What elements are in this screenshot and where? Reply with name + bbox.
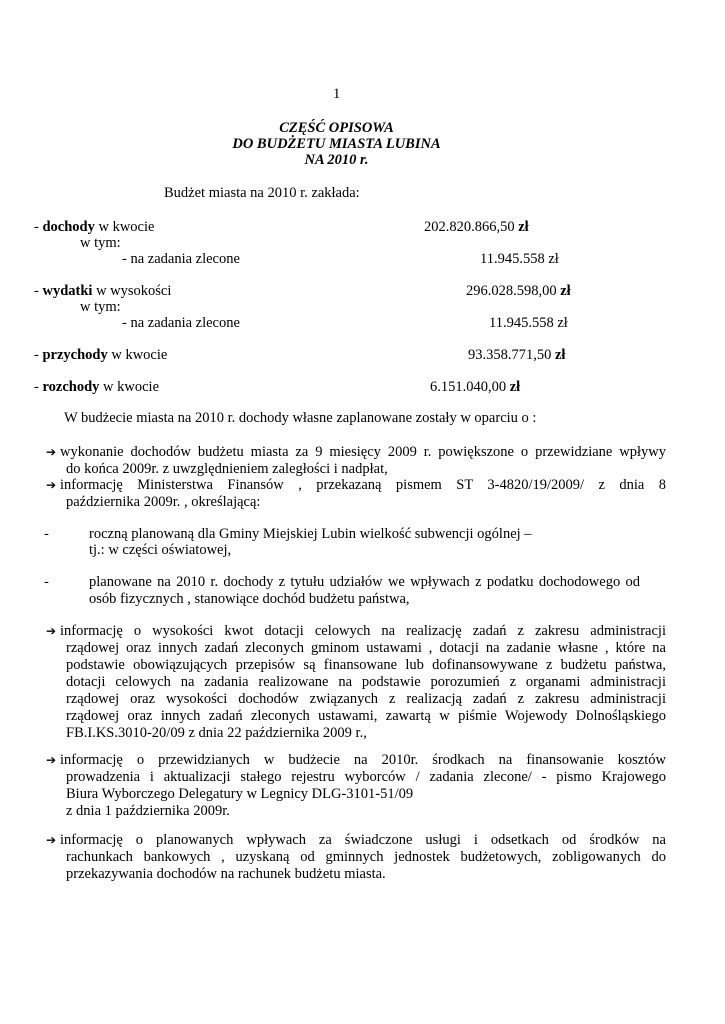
arrow-bullet-icon: ➔ [46,833,57,847]
own-income-intro: W budżecie miasta na 2010 r. dochody własne zaplanowane zostały w oparciu o : [64,410,537,426]
list-item-rejestr-wyborcow [60,752,666,820]
przychody-label: - przychody w kwocie [34,347,168,363]
dochody-label: - dochody w kwocie [34,219,155,235]
title-line-3: NA 2010 r. [304,152,369,168]
list-item-line: osób fizycznych , stanowiące dochód budżetu państwa, [89,591,410,607]
wydatki-zlecone-label: - na zadania zlecone [122,315,240,331]
list-item-line: prowadzenia i aktualizacji stałego rejestru wyborców / zadania zlecone/ - pismo Krajowego [66,769,666,785]
arrow-bullet-icon: ➔ [46,478,57,492]
list-item-line: informację o wysokości kwot dotacji celowych na realizację zadań z zakresu administracji [60,623,666,639]
sub-item-subwencja-line-2: tj.: w części oświatowej, [89,542,232,558]
list-item-line: z dnia 1 października 2009r. [66,803,230,819]
dochody-amount: 202.820.866,50 zł [424,219,529,235]
dochody-zlecone-amount: 11.945.558 zł [480,251,559,267]
list-item-dochody-9-miesiecy [60,444,666,478]
title-line-1: CZĘŚĆ OPISOWA [279,120,394,136]
wydatki-zlecone-amount: 11.945.558 zł [489,315,568,331]
list-item-line: Biura Wyborczego Delegatury w Legnicy DLG-3101-51/09 [66,786,414,802]
title-line-2: DO BUDŻETU MIASTA LUBINA [232,136,441,152]
list-item-line: rządowej oraz wysokości dochodów związanych z realizacją zadań z zakresu administracji [66,691,666,707]
rozchody-amount: 6.151.040,00 zł [430,379,521,395]
arrow-bullet-icon: ➔ [46,624,57,638]
list-item-ministerstwo-finansow [60,477,666,511]
dash-bullet: - [44,526,49,542]
list-item-line: rządowej oraz innych zadań zleconych gminom ustawami , dotacji na zadanie własne , które na [66,640,666,656]
page-number: 1 [333,86,341,102]
budget-intro: Budżet miasta na 2010 r. zakłada: [164,185,360,201]
list-item-line: podstawie obowiązujących przepisów są finansowane lub dofinansowywane z budżetu państwa, [66,657,666,673]
list-item-dotacje-celowe [60,623,666,742]
list-item-line: rządowej oraz innych zadań zleconych ustawami, zawartą w piśmie Wojewody Dolnośląskiego [66,708,666,724]
wydatki-wtym: w tym: [80,299,121,315]
wydatki-label: - wydatki w wysokości [34,283,172,299]
list-item-line: dotacji celowych na zadania realizowane na podstawie porozumień z organami administracji [66,674,666,690]
list-item-line: wykonanie dochodów budżetu miasta za 9 miesięcy 2009 r. powiększone o przewidziane wpływy [60,444,666,460]
przychody-amount: 93.358.771,50 zł [468,347,566,363]
list-item-line: planowane na 2010 r. dochody z tytułu udziałów we wpływach z podatku dochodowego od [89,574,640,590]
arrow-bullet-icon: ➔ [46,445,57,459]
list-item-line: do końca 2009r. z uwzględnieniem zaległości i nadpłat, [66,461,388,477]
sub-item-subwencja-line-1: roczną planowaną dla Gminy Miejskiej Lubin wielkość subwencji ogólnej – [89,526,532,542]
arrow-bullet-icon: ➔ [46,753,57,767]
list-item-line: rachunkach bankowych , uzyskaną od gminnych jednostek budżetowych, zobligowanych do [66,849,666,865]
dash-bullet: - [44,574,49,590]
list-item-line: informację o przewidzianych w budżecie na 2010r. środkach na finansowanie kosztów [60,752,666,768]
list-item-line: informację o planowanych wpływach za świadczone usługi i odsetkach od środków na [60,832,666,848]
list-item-line: FB.I.KS.3010-20/09 z dnia 22 października 2009 r., [66,725,367,741]
list-item-uslugi-odsetki [60,832,666,883]
sub-item-udzialy [89,574,640,608]
list-item-line: października 2009r. , określającą: [66,494,261,510]
dochody-wtym: w tym: [80,235,121,251]
rozchody-label: - rozchody w kwocie [34,379,159,395]
wydatki-amount: 296.028.598,00 zł [466,283,571,299]
dochody-zlecone-label: - na zadania zlecone [122,251,240,267]
list-item-line: przekazywania dochodów na rachunek budżetu miasta. [66,866,386,882]
list-item-line: informację Ministerstwa Finansów , przekazaną pismem ST 3-4820/19/2009/ z dnia 8 [60,477,666,493]
